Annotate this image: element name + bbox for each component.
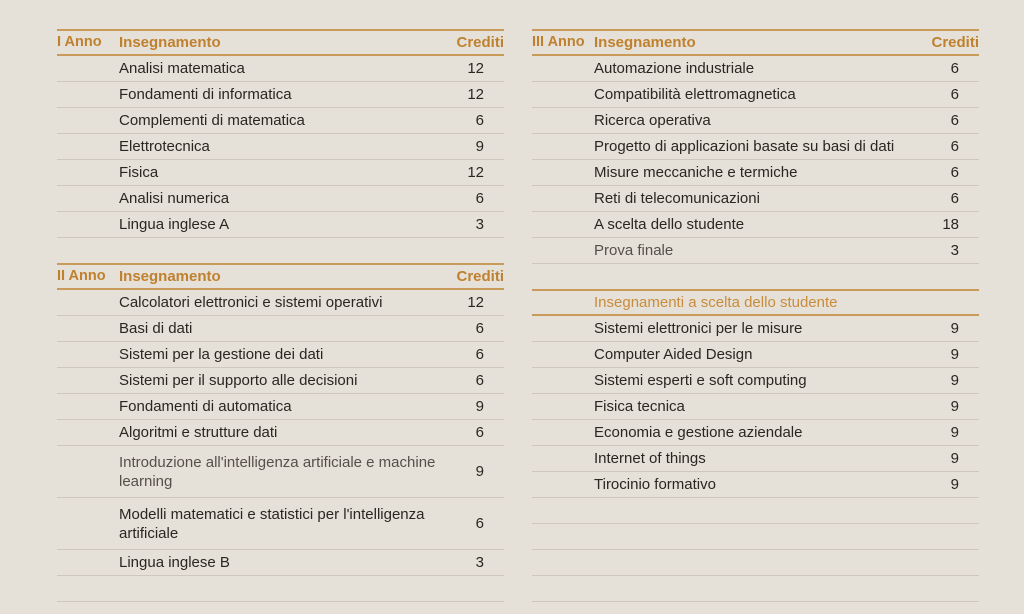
empty-row: [532, 550, 979, 576]
course-name: Reti di telecomunicazioni: [594, 190, 760, 207]
table-row: [532, 160, 979, 186]
course-credits: 9: [950, 450, 959, 467]
course-credits: 6: [950, 138, 959, 155]
course-credits: 18: [942, 216, 959, 233]
table-row: [532, 316, 979, 342]
course-credits: 3: [475, 216, 484, 233]
table-row: [532, 212, 979, 238]
course-name: Modelli matematici e statistici per l'intelligenza artificiale: [119, 505, 425, 542]
course-name: Compatibilità elettromagnetica: [594, 86, 796, 103]
course-name: Fondamenti di automatica: [119, 398, 292, 415]
course-credits: 6: [950, 164, 959, 181]
course-header: Insegnamento: [119, 268, 221, 285]
course-name: Internet of things: [594, 450, 706, 467]
year3-header-row: [532, 29, 979, 56]
course-credits: 3: [475, 554, 484, 571]
course-name: Automazione industriale: [594, 60, 755, 77]
course-name: Sistemi esperti e soft computing: [594, 372, 807, 389]
table-row: [532, 134, 979, 160]
table-row: [532, 108, 979, 134]
year1-table: [57, 29, 504, 238]
course-credits: 6: [475, 372, 484, 389]
table-row: [57, 446, 504, 498]
course-name: Sistemi per la gestione dei dati: [119, 346, 324, 363]
table-row: [57, 498, 504, 550]
course-name: Algoritmi e strutture dati: [119, 424, 278, 441]
year2-header-row: [57, 263, 504, 290]
course-name: Tirocinio formativo: [594, 476, 716, 493]
course-name: Introduzione all'intelligenza artificiale e machine learning: [119, 453, 436, 490]
credits-header: Crediti: [931, 34, 979, 51]
course-credits: 9: [950, 372, 959, 389]
table-row: [57, 212, 504, 238]
table-row: [57, 420, 504, 446]
table-row: [57, 56, 504, 82]
course-credits: 12: [467, 294, 484, 311]
table-row: [57, 82, 504, 108]
table-row: [532, 472, 979, 498]
course-credits: 9: [475, 398, 484, 415]
year-label: II Anno: [57, 268, 106, 284]
course-credits: 12: [467, 86, 484, 103]
table-row: [532, 56, 979, 82]
table-row: [57, 290, 504, 316]
course-name: Computer Aided Design: [594, 346, 753, 363]
table-row: [57, 368, 504, 394]
course-name: Fisica: [119, 164, 159, 181]
year3-table: [532, 29, 979, 264]
table-row: [532, 446, 979, 472]
credits-header: Crediti: [456, 34, 504, 51]
credits-header: Crediti: [456, 268, 504, 285]
table-row: [532, 82, 979, 108]
table-row: [532, 420, 979, 446]
course-credits: 12: [467, 60, 484, 77]
course-credits: 6: [475, 320, 484, 337]
course-credits: 6: [950, 86, 959, 103]
course-name: Fisica tecnica: [594, 398, 685, 415]
empty-row: [532, 498, 979, 524]
course-name: Sistemi per il supporto alle decisioni: [119, 372, 358, 389]
course-credits: 6: [475, 346, 484, 363]
course-name: Ricerca operativa: [594, 112, 711, 129]
course-credits: 6: [950, 112, 959, 129]
course-credits: 6: [950, 190, 959, 207]
table-row: [532, 394, 979, 420]
course-credits: 6: [475, 190, 484, 207]
table-row: [57, 550, 504, 576]
course-credits: 9: [950, 476, 959, 493]
course-credits: 9: [950, 398, 959, 415]
course-name: Prova finale: [594, 242, 674, 259]
course-name: Analisi numerica: [119, 190, 230, 207]
course-name: A scelta dello studente: [594, 216, 745, 233]
electives-header: Insegnamenti a scelta dello studente: [594, 294, 838, 311]
course-credits: 9: [950, 424, 959, 441]
year1-header-row: [57, 29, 504, 56]
empty-row: [532, 524, 979, 550]
course-name: Lingua inglese A: [119, 216, 230, 233]
course-name: Analisi matematica: [119, 60, 245, 77]
course-credits: 3: [950, 242, 959, 259]
table-row: [532, 368, 979, 394]
course-name: Misure meccaniche e termiche: [594, 164, 798, 181]
table-row: [57, 186, 504, 212]
course-name: Elettrotecnica: [119, 138, 210, 155]
course-credits: 9: [475, 138, 484, 155]
electives-header-row: [532, 289, 979, 316]
table-row: [532, 342, 979, 368]
year2-table: [57, 263, 504, 602]
year-label: I Anno: [57, 34, 102, 50]
course-header: Insegnamento: [594, 34, 696, 51]
course-name: Fondamenti di informatica: [119, 86, 292, 103]
table-row: [57, 134, 504, 160]
course-name: Sistemi elettronici per le misure: [594, 320, 803, 337]
table-row: [57, 160, 504, 186]
electives-table: [532, 289, 979, 602]
empty-row: [57, 576, 504, 602]
course-credits: 6: [475, 424, 484, 441]
course-name: Complementi di matematica: [119, 112, 305, 129]
table-row: [532, 186, 979, 212]
course-header: Insegnamento: [119, 34, 221, 51]
course-credits: 6: [475, 112, 484, 129]
course-name: Lingua inglese B: [119, 554, 230, 571]
course-credits: 9: [475, 463, 484, 480]
course-name: Calcolatori elettronici e sistemi operativi: [119, 294, 383, 311]
table-row: [57, 316, 504, 342]
course-credits: 9: [950, 320, 959, 337]
course-credits: 9: [950, 346, 959, 363]
course-name: Progetto di applicazioni basate su basi di dati: [594, 138, 895, 155]
empty-row: [532, 576, 979, 602]
course-credits: 6: [475, 515, 484, 532]
table-row: [57, 394, 504, 420]
course-name: Economia e gestione aziendale: [594, 424, 803, 441]
table-row: [57, 342, 504, 368]
table-row: [57, 108, 504, 134]
course-name: Basi di dati: [119, 320, 193, 337]
table-row: [532, 238, 979, 264]
course-credits: 12: [467, 164, 484, 181]
year-label: III Anno: [532, 34, 585, 50]
course-credits: 6: [950, 60, 959, 77]
